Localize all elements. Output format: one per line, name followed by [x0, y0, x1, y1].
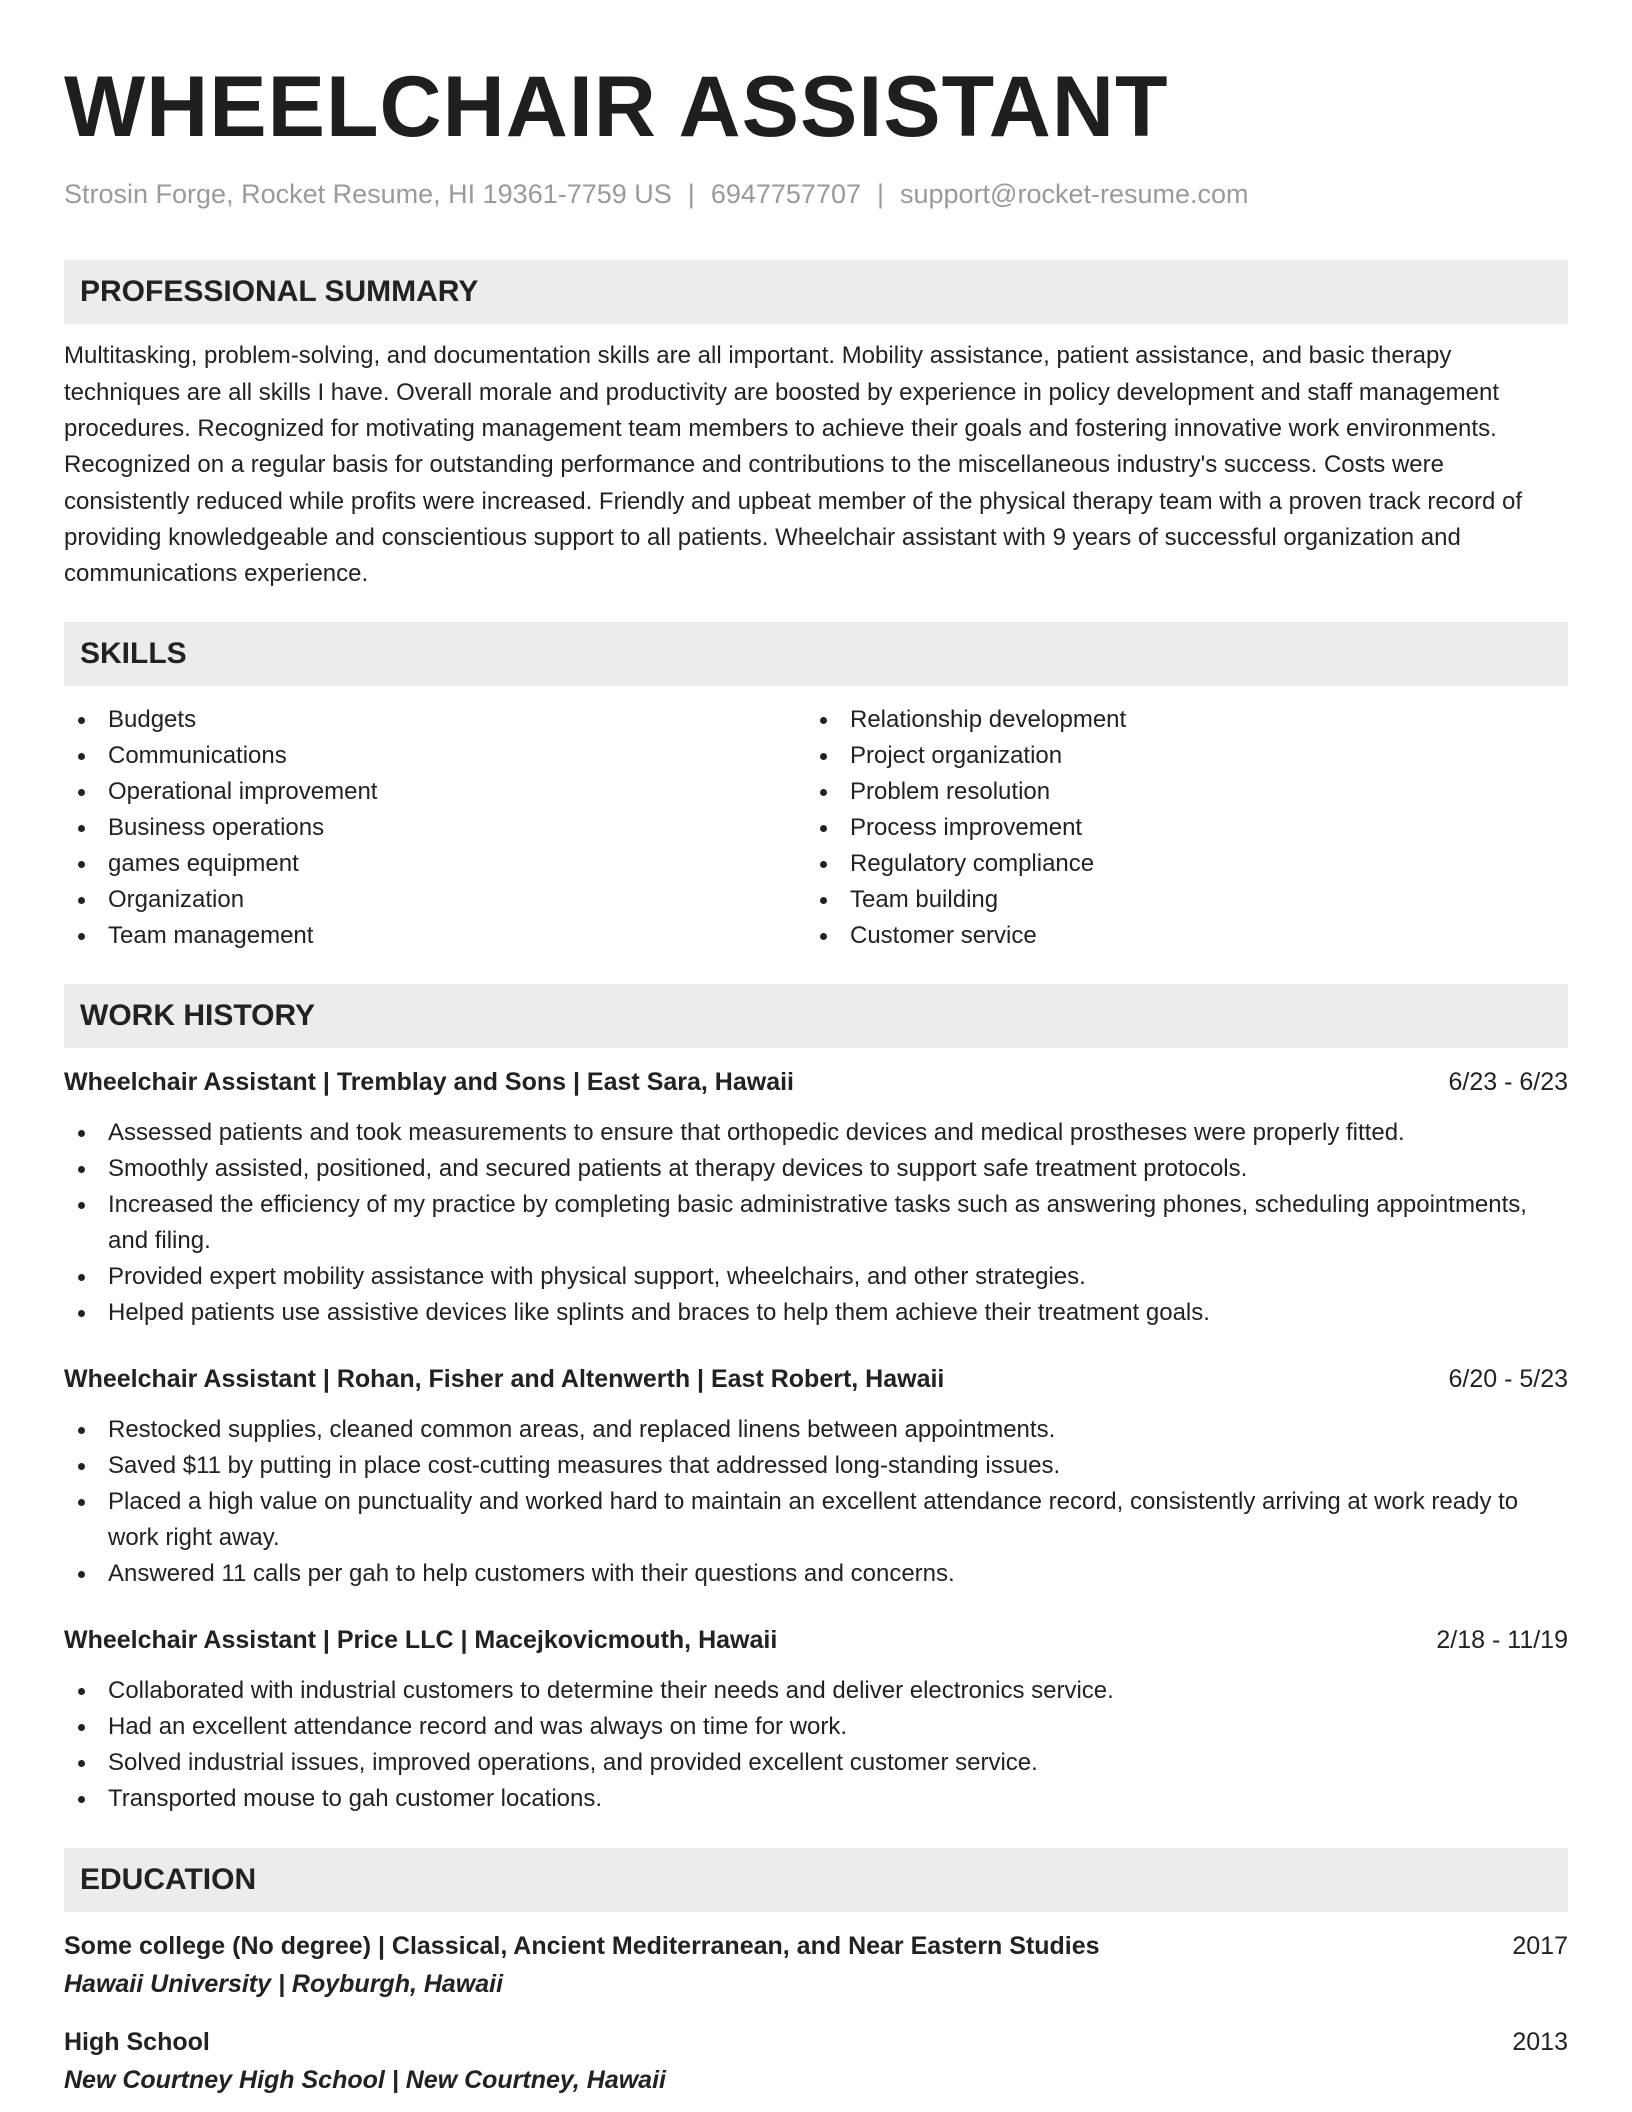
education-section — [64, 1848, 1568, 2098]
skill-item: Team management — [64, 918, 806, 954]
job-bullet: Assessed patients and took measurements to ensure that orthopedic devices and medical prostheses were properly fitted. — [64, 1115, 1568, 1151]
job-bullets — [64, 1412, 1568, 1592]
education-entry — [64, 1928, 1568, 2002]
job-bullet: Restocked supplies, cleaned common areas, and replaced linens between appointments. — [64, 1412, 1568, 1448]
education-degree: Some college (No degree) | Classical, Ancient Mediterranean, and Near Eastern Studies — [64, 1932, 1100, 1961]
section-heading-skills: SKILLS — [64, 622, 1568, 686]
job-dates: 6/20 - 5/23 — [1448, 1365, 1568, 1394]
resume-header — [64, 59, 1568, 210]
contact-separator: | — [876, 179, 884, 209]
skills-list-left — [64, 702, 806, 954]
job-header — [64, 1622, 1568, 1658]
skill-item: Relationship development — [806, 702, 1548, 738]
job-header — [64, 1361, 1568, 1397]
skill-item: Communications — [64, 738, 806, 774]
job-title: Wheelchair Assistant | Tremblay and Sons | East Sara, Hawaii — [64, 1068, 794, 1097]
job-bullet: Solved industrial issues, improved operations, and provided excellent customer service. — [64, 1745, 1568, 1781]
skill-item: Operational improvement — [64, 774, 806, 810]
candidate-name: WHEELCHAIR ASSISTANT — [64, 59, 1169, 155]
summary-text: Multitasking, problem-solving, and documentation skills are all important. Mobility assistance, patient assistance, and basic therapy techniques are all skills I have. Overall morale and productivity are boosted by experience in policy development and staff management procedures. Recognized for motivating management team members to achieve their goals and fostering innovative work environments. Recognized on a regular basis for outstanding performance and contributions to the miscellaneous industry's success. Costs were consistently reduced while profits were increased. Friendly and upbeat member of the physical therapy team with a proven track record of providing knowledgeable and conscientious support to all patients. Wheelchair assistant with 9 years of successful organization and communications experience. — [64, 342, 1523, 588]
contact-separator: | — [687, 179, 695, 209]
job-dates: 6/23 - 6/23 — [1448, 1068, 1568, 1097]
skills-columns — [64, 702, 1568, 954]
job-bullet: Increased the efficiency of my practice by completing basic administrative tasks such as answering phones, scheduling appointments, and filing. — [64, 1187, 1568, 1259]
job-entry — [64, 1064, 1568, 1331]
contact-line — [64, 178, 1568, 210]
education-entry — [64, 2024, 1568, 2098]
education-year: 2017 — [1512, 1932, 1568, 1961]
education-degree: High School — [64, 2028, 210, 2057]
job-header — [64, 1064, 1568, 1100]
contact-address: Strosin Forge, Rocket Resume, HI 19361-7759 US — [64, 179, 672, 209]
job-bullet: Helped patients use assistive devices like splints and braces to help them achieve their treatment goals. — [64, 1295, 1568, 1331]
job-bullet: Saved $11 by putting in place cost-cutting measures that addressed long-standing issues. — [64, 1448, 1568, 1484]
work-history-section — [64, 984, 1568, 1817]
job-bullet: Smoothly assisted, positioned, and secured patients at therapy devices to support safe treatment protocols. — [64, 1151, 1568, 1187]
skill-item: Process improvement — [806, 810, 1548, 846]
education-header — [64, 1928, 1568, 1964]
job-bullet: Had an excellent attendance record and was always on time for work. — [64, 1709, 1568, 1745]
skill-item: Customer service — [806, 918, 1548, 954]
skill-item: Project organization — [806, 738, 1548, 774]
education-school: New Courtney High School | New Courtney, Hawaii — [64, 2066, 666, 2095]
skill-item: Regulatory compliance — [806, 846, 1548, 882]
job-title: Wheelchair Assistant | Rohan, Fisher and Altenwerth | East Robert, Hawaii — [64, 1365, 945, 1394]
education-header — [64, 2024, 1568, 2060]
skill-item: games equipment — [64, 846, 806, 882]
section-heading-work-history: WORK HISTORY — [64, 984, 1568, 1048]
skill-item: Budgets — [64, 702, 806, 738]
skills-list-right — [806, 702, 1548, 954]
skill-item: Organization — [64, 882, 806, 918]
section-heading-education: EDUCATION — [64, 1848, 1568, 1912]
skill-item: Problem resolution — [806, 774, 1548, 810]
education-school: Hawaii University | Royburgh, Hawaii — [64, 1970, 504, 1999]
job-bullet: Collaborated with industrial customers to determine their needs and deliver electronics service. — [64, 1673, 1568, 1709]
section-heading-summary: PROFESSIONAL SUMMARY — [64, 260, 1568, 324]
job-bullets — [64, 1115, 1568, 1331]
job-entry — [64, 1622, 1568, 1817]
skills-section — [64, 622, 1568, 954]
job-bullet: Answered 11 calls per gah to help customers with their questions and concerns. — [64, 1556, 1568, 1592]
skill-item: Business operations — [64, 810, 806, 846]
education-year: 2013 — [1512, 2028, 1568, 2057]
job-bullet: Transported mouse to gah customer locations. — [64, 1781, 1568, 1817]
job-bullets — [64, 1673, 1568, 1817]
job-bullet: Placed a high value on punctuality and worked hard to maintain an excellent attendance record, consistently arriving at work ready to work right away. — [64, 1484, 1568, 1556]
job-dates: 2/18 - 11/19 — [1436, 1626, 1568, 1655]
skill-item: Team building — [806, 882, 1548, 918]
summary-section — [64, 260, 1568, 592]
job-bullet: Provided expert mobility assistance with physical support, wheelchairs, and other strategies. — [64, 1259, 1568, 1295]
job-entry — [64, 1361, 1568, 1592]
job-title: Wheelchair Assistant | Price LLC | Macejkovicmouth, Hawaii — [64, 1626, 778, 1655]
contact-email: support@rocket-resume.com — [900, 179, 1249, 209]
contact-phone: 6947757707 — [710, 179, 861, 209]
